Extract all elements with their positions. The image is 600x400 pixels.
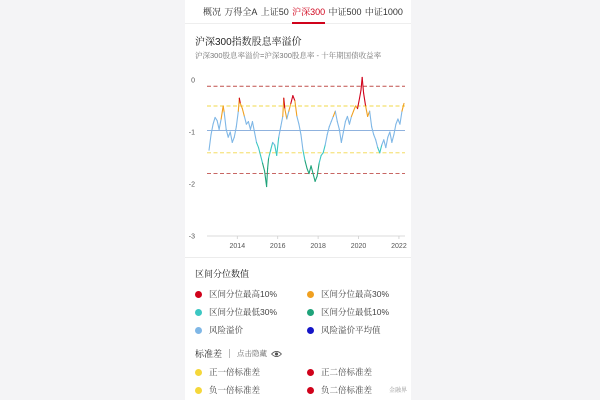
series-segment	[248, 122, 250, 130]
x-tick-label: 2016	[269, 243, 286, 250]
legend-premium-mean[interactable]	[307, 324, 381, 336]
series-segment	[366, 106, 368, 116]
series-segment	[285, 109, 287, 119]
series-segment	[329, 122, 331, 127]
legend-plus-1sd[interactable]	[195, 366, 260, 378]
legend-label: 区间分位最高10%	[209, 289, 278, 299]
series-segment	[347, 116, 349, 124]
series-segment	[293, 96, 295, 101]
series-segment	[364, 93, 366, 106]
series-segment	[380, 145, 382, 153]
series-segment	[259, 148, 261, 156]
series-segment	[234, 127, 236, 137]
x-tick-label: 2020	[350, 243, 367, 250]
series-segment	[303, 150, 305, 160]
y-tick-label: -2	[188, 181, 195, 189]
series-segment	[313, 174, 315, 182]
series-segment	[211, 124, 213, 134]
legend-dot	[307, 291, 314, 298]
series-segment	[376, 140, 378, 148]
y-tick-label: 0	[191, 77, 195, 85]
series-segment	[281, 116, 283, 126]
legend-label: 区间分位最高30%	[321, 289, 390, 299]
series-segment	[217, 121, 219, 130]
left-margin	[0, 0, 185, 400]
legend-label: 负二倍标准差	[321, 385, 373, 395]
legend-plus-2sd[interactable]	[307, 366, 372, 378]
series-segment	[374, 135, 376, 140]
series-segment	[353, 106, 355, 111]
series-segment	[386, 137, 388, 147]
legend-dot	[307, 369, 314, 376]
series-segment	[402, 103, 404, 111]
legend-label: 区间分位最低10%	[321, 307, 390, 317]
legend-label: 正一倍标准差	[209, 367, 261, 377]
series-segment	[331, 116, 333, 121]
series-segment	[291, 96, 293, 104]
legend-top30[interactable]	[307, 288, 389, 300]
series-segment	[337, 122, 339, 130]
series-segment	[394, 124, 396, 134]
watermark-logo: 金融界	[388, 388, 407, 394]
series-segment	[301, 135, 303, 151]
content-panel	[185, 0, 411, 400]
series-segment	[236, 111, 238, 127]
series-segment	[268, 158, 269, 168]
series-segment	[224, 112, 226, 129]
legend-minus-2sd[interactable]	[307, 384, 372, 396]
series-segment	[277, 137, 279, 155]
legend-dot	[307, 309, 314, 316]
legend-bottom10[interactable]	[307, 306, 389, 318]
series-segment	[209, 135, 211, 151]
series-segment	[396, 119, 398, 124]
x-tick-label: 2022	[391, 243, 407, 250]
right-margin	[411, 0, 600, 400]
series-segment	[257, 142, 259, 147]
legend-dot	[307, 327, 314, 334]
series-segment	[221, 106, 223, 119]
series-segment	[390, 132, 392, 142]
legend-dot	[195, 291, 202, 298]
std-divider	[229, 349, 230, 358]
series-segment	[254, 132, 256, 142]
series-segment	[315, 176, 317, 181]
std-header	[195, 347, 282, 360]
legend-label: 负一倍标准差	[209, 385, 261, 395]
legend-dot	[195, 369, 202, 376]
legend-minus-1sd[interactable]	[195, 384, 260, 396]
series-segment	[219, 119, 221, 129]
series-segment	[289, 103, 291, 111]
series-segment	[335, 111, 337, 121]
series-segment	[311, 166, 313, 174]
hide-std-label: 点击隐藏	[237, 349, 268, 358]
series-segment	[319, 155, 321, 163]
series-segment	[244, 116, 246, 124]
legend-dot	[195, 327, 202, 334]
legend-dot	[195, 387, 202, 394]
series-segment	[215, 117, 217, 120]
x-tick-label: 2014	[229, 243, 246, 250]
quantile-section-title: 区间分位数值	[195, 269, 250, 279]
series-segment	[323, 145, 325, 153]
series-segment	[325, 135, 327, 145]
std-title: 标准差	[195, 349, 223, 359]
tab-sse50[interactable]: 上证50	[260, 6, 289, 17]
series-segment	[269, 150, 271, 158]
series-segment	[360, 90, 361, 98]
series-segment	[295, 101, 297, 117]
series-segment	[370, 111, 372, 127]
series-segment	[339, 129, 341, 142]
legend-top10[interactable]	[195, 288, 277, 300]
chart-title: 沪深300指数股息率溢价	[195, 37, 302, 48]
legend-dot	[195, 309, 202, 316]
legend-bottom30[interactable]	[195, 306, 277, 318]
chart-subtitle: 沪深300股息率溢价=沪深300股息率 - 十年期国债收益率	[195, 51, 382, 60]
legend-dot	[307, 387, 314, 394]
series-segment	[242, 109, 244, 117]
legend-label: 风险溢价平均值	[321, 325, 381, 335]
y-tick-label: -3	[188, 233, 195, 241]
series-segment	[267, 168, 268, 186]
series-segment	[279, 127, 281, 137]
series-segment	[299, 124, 301, 134]
tab-csi300[interactable]: 沪深300	[292, 0, 325, 24]
legend-label: 风险溢价	[209, 325, 244, 335]
series-segment	[305, 161, 307, 169]
series-segment	[297, 116, 299, 124]
series-segment	[351, 111, 353, 116]
series-segment	[349, 116, 351, 124]
series-segment	[271, 142, 273, 150]
section-divider	[185, 257, 411, 258]
eye-icon	[271, 350, 282, 358]
series-segment	[400, 111, 402, 124]
y-tick-label: -1	[188, 129, 195, 137]
series-segment	[392, 135, 394, 143]
index-tabs	[185, 0, 411, 24]
series-segment	[261, 155, 263, 163]
tab-wind-all-a[interactable]: 万得全A	[224, 6, 258, 17]
series-segment	[213, 117, 215, 124]
series-segment	[362, 77, 363, 93]
series-segment	[230, 132, 232, 142]
series-segment	[358, 98, 360, 108]
series-segment	[287, 111, 289, 119]
series-segment	[284, 98, 285, 108]
series-segment	[263, 163, 265, 171]
premium-chart[interactable]	[185, 70, 411, 260]
legend-label: 区间分位最低30%	[209, 307, 278, 317]
series-segment	[309, 166, 311, 174]
tab-csi1000[interactable]: 中证1000	[364, 6, 403, 17]
tab-overview[interactable]: 概况	[203, 6, 222, 17]
series-segment	[317, 163, 319, 176]
series-segment	[341, 132, 343, 142]
legend-label: 正二倍标准差	[321, 367, 373, 377]
series-segment	[232, 137, 234, 142]
tab-csi500[interactable]: 中证500	[328, 6, 362, 17]
hide-std-button[interactable]	[237, 348, 282, 359]
x-tick-label: 2018	[310, 243, 326, 250]
series-segment	[223, 106, 224, 112]
legend-risk-premium[interactable]	[195, 324, 243, 336]
